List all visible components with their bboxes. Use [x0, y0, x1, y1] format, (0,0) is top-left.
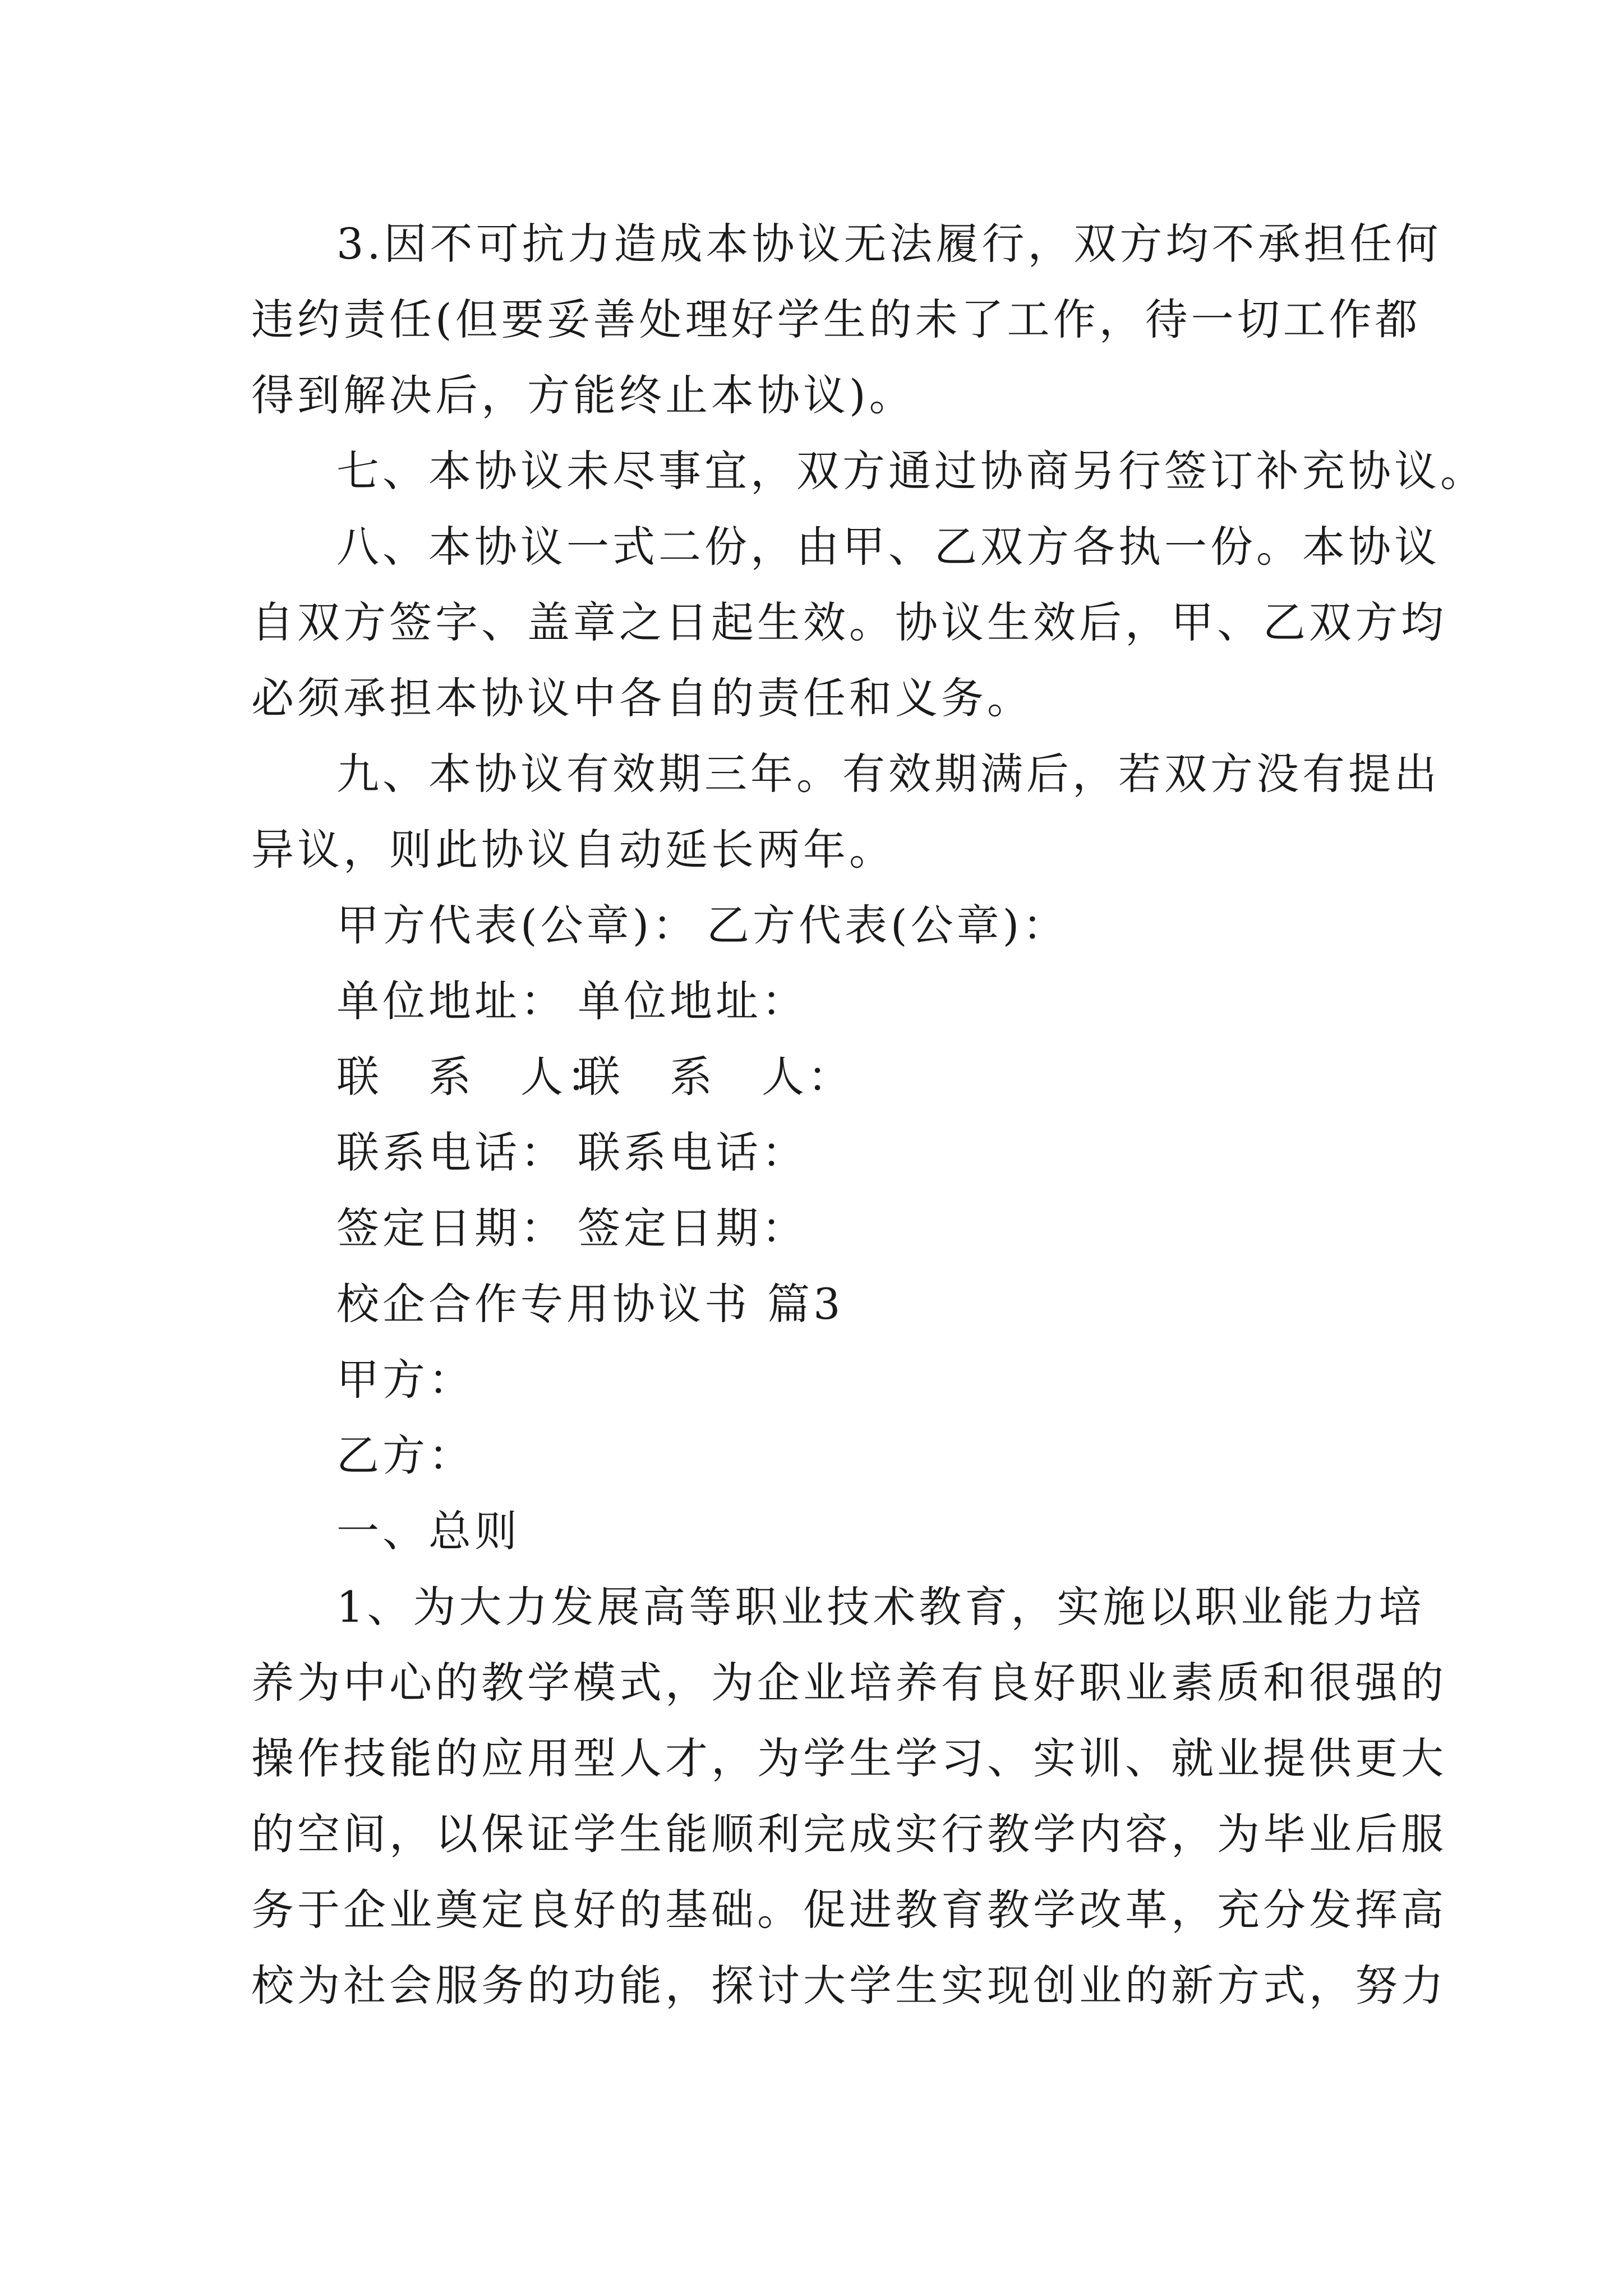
party-b-label: 乙方： [336, 1430, 474, 1480]
paragraph-line: 七、本协议未尽事宜，双方通过协商另行签订补充协议。 [336, 446, 1486, 496]
paragraph-line: 养为中心的教学模式，为企业培养有良好职业素质和很强的 [251, 1658, 1447, 1708]
paragraph-line: 违约责任(但要妥善处理好学生的未了工作，待一切工作都 [251, 295, 1421, 344]
signature-label-left: 签定日期： [336, 1203, 566, 1253]
general-heading: 一、总则 [336, 1506, 520, 1556]
signature-label-left: 甲方代表(公章)： [336, 900, 699, 950]
signature-label-left: 联 系 人： [336, 1052, 612, 1102]
signature-label-left: 联系电话： [336, 1128, 566, 1177]
paragraph-line: 1、为大力发展高等职业技术教育，实施以职业能力培 [336, 1582, 1425, 1632]
paragraph-line: 3.因不可抗力造成本协议无法履行，双方均不承担任何 [336, 219, 1442, 269]
paragraph-line: 务于企业奠定良好的基础。促进教育教学改革，充分发挥高 [251, 1885, 1447, 1935]
signature-label-right: 签定日期： [578, 1203, 808, 1253]
signature-label-left: 单位地址： [336, 976, 566, 1026]
paragraph-line: 得到解决后，方能终止本协议)。 [251, 370, 915, 420]
signature-label-right: 联 系 人： [578, 1052, 854, 1102]
paragraph-line: 自双方签字、盖章之日起生效。协议生效后，甲、乙双方均 [251, 597, 1447, 647]
signature-label-right: 乙方代表(公章)： [707, 900, 1069, 950]
signature-label-right: 联系电话： [578, 1128, 808, 1177]
paragraph-line: 八、本协议一式二份，由甲、乙双方各执一份。本协议 [336, 522, 1440, 572]
paragraph-line: 必须承担本协议中各自的责任和义务。 [251, 673, 1033, 723]
paragraph-line: 九、本协议有效期三年。有效期满后，若双方没有提出 [336, 749, 1440, 799]
paragraph-line: 异议，则此协议自动延长两年。 [251, 825, 895, 875]
section-title: 校企合作专用协议书 篇3 [336, 1279, 844, 1329]
signature-label-right: 单位地址： [578, 976, 808, 1026]
paragraph-line: 校为社会服务的功能，探讨大学生实现创业的新方式，努力 [251, 1961, 1447, 2010]
paragraph-line: 的空间，以保证学生能顺利完成实行教学内容，为毕业后服 [251, 1809, 1447, 1859]
party-a-label: 甲方： [336, 1355, 474, 1405]
paragraph-line: 操作技能的应用型人才，为学生学习、实训、就业提供更大 [251, 1733, 1447, 1783]
